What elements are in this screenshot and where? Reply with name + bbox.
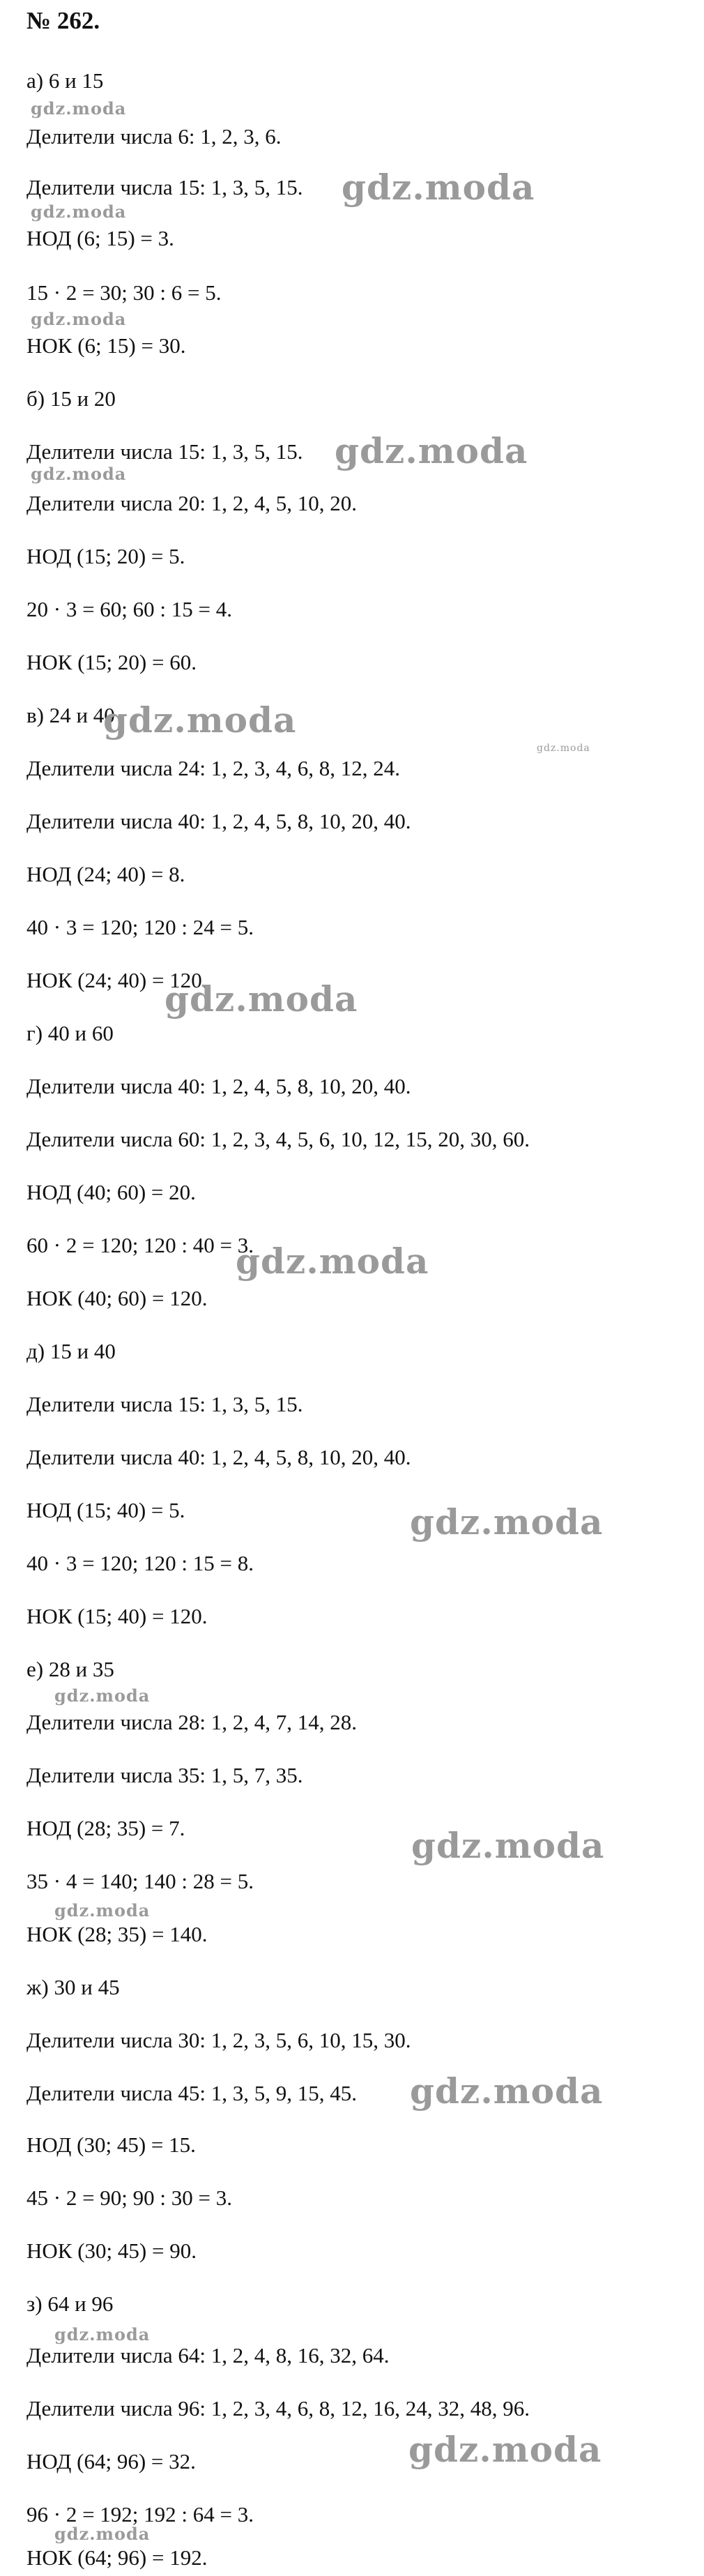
text-line: НОД (64; 96) = 32. [26,2449,196,2473]
text-line: Делители числа 35: 1, 5, 7, 35. [26,1763,303,1787]
text-line: НОД (6; 15) = 3. [26,226,174,250]
watermark: gdz.moda [31,309,127,329]
text-line: НОД (40; 60) = 20. [26,1180,196,1204]
watermark: gdz.moda [342,167,535,208]
watermark: gdz.moda [164,978,358,1020]
text-line: НОД (15; 40) = 5. [26,1498,185,1522]
part-a-heading: а) 6 и 15 [26,68,104,93]
text-line: 15 · 2 = 30; 30 : 6 = 5. [26,280,222,305]
text-line: НОК (15; 20) = 60. [26,650,197,674]
text-line: Делители числа 40: 1, 2, 4, 5, 8, 10, 20, 40. [26,809,411,833]
part-zh-heading: ж) 30 и 45 [26,1975,120,1999]
watermark: gdz.moda [31,464,127,484]
text-line: 40 · 3 = 120; 120 : 15 = 8. [26,1551,254,1575]
text-line: Делители числа 15: 1, 3, 5, 15. [26,439,303,464]
text-line: Делители числа 15: 1, 3, 5, 15. [26,1392,303,1416]
watermark: gdz.moda [236,1241,429,1282]
problem-title: № 262. [26,7,100,34]
text-line: НОК (15; 40) = 120. [26,1604,208,1628]
text-line: Делители числа 28: 1, 2, 4, 7, 14, 28. [26,1710,357,1734]
watermark: gdz.moda [31,202,127,222]
watermark: gdz.moda [54,1900,151,1920]
text-line: НОД (24; 40) = 8. [26,862,185,886]
text-line: НОД (15; 20) = 5. [26,544,185,568]
text-line: НОК (28; 35) = 140. [26,1922,208,1946]
part-d-heading: д) 15 и 40 [26,1339,116,1363]
text-line: НОК (30; 45) = 90. [26,2238,197,2263]
watermark: gdz.moda [410,2070,604,2112]
text-line: 60 · 2 = 120; 120 : 40 = 3. [26,1233,254,1257]
watermark: gdz.moda [54,2524,151,2544]
text-line: НОД (28; 35) = 7. [26,1816,185,1840]
text-line: Делители числа 64: 1, 2, 4, 8, 16, 32, 64. [26,2343,390,2367]
watermark: gdz.moda [103,699,297,741]
text-line: Делители числа 15: 1, 3, 5, 15. [26,175,303,199]
text-line: 45 · 2 = 90; 90 : 30 = 3. [26,2185,233,2210]
text-line: НОК (6; 15) = 30. [26,333,186,358]
part-z-heading: з) 64 и 96 [26,2291,114,2316]
text-line: НОК (64; 96) = 192. [26,2545,208,2570]
watermark: gdz.moda [335,430,528,471]
watermark: gdz.moda [408,2429,602,2470]
text-line: Делители числа 20: 1, 2, 4, 5, 10, 20. [26,491,357,515]
text-line: Делители числа 30: 1, 2, 3, 5, 6, 10, 15, 30. [26,2028,411,2052]
watermark: gdz.moda [410,1501,604,1543]
text-line: Делители числа 40: 1, 2, 4, 5, 8, 10, 20, 40. [26,1445,411,1469]
text-line: НОД (30; 45) = 15. [26,2132,196,2157]
part-g-heading: г) 40 и 60 [26,1021,114,1045]
text-line: 20 · 3 = 60; 60 : 15 = 4. [26,597,233,621]
part-v-heading: в) 24 и 40 [26,703,115,727]
part-e-heading: е) 28 и 35 [26,1657,114,1681]
text-line: НОК (40; 60) = 120. [26,1286,208,1310]
text-line: Делители числа 60: 1, 2, 3, 4, 5, 6, 10, 12, 15, 20, 30, 60. [26,1127,530,1151]
watermark: gdz.moda [537,743,590,754]
text-line: 96 · 2 = 192; 192 : 64 = 3. [26,2502,254,2526]
watermark: gdz.moda [31,98,127,119]
text-line: Делители числа 6: 1, 2, 3, 6. [26,124,282,149]
text-line: 40 · 3 = 120; 120 : 24 = 5. [26,915,254,939]
watermark: gdz.moda [54,1685,151,1706]
text-line: Делители числа 24: 1, 2, 3, 4, 6, 8, 12, 24. [26,756,400,780]
part-b-heading: б) 15 и 20 [26,386,116,411]
text-line: НОК (24; 40) = 120. [26,968,208,992]
watermark: gdz.moda [411,1825,605,1866]
text-line: Делители числа 96: 1, 2, 3, 4, 6, 8, 12, 16, 24, 32, 48, 96. [26,2396,530,2420]
text-line: 35 · 4 = 140; 140 : 28 = 5. [26,1869,254,1893]
text-line: Делители числа 40: 1, 2, 4, 5, 8, 10, 20, 40. [26,1074,411,1098]
watermark: gdz.moda [54,2324,151,2344]
text-line: Делители числа 45: 1, 3, 5, 9, 15, 45. [26,2081,357,2105]
